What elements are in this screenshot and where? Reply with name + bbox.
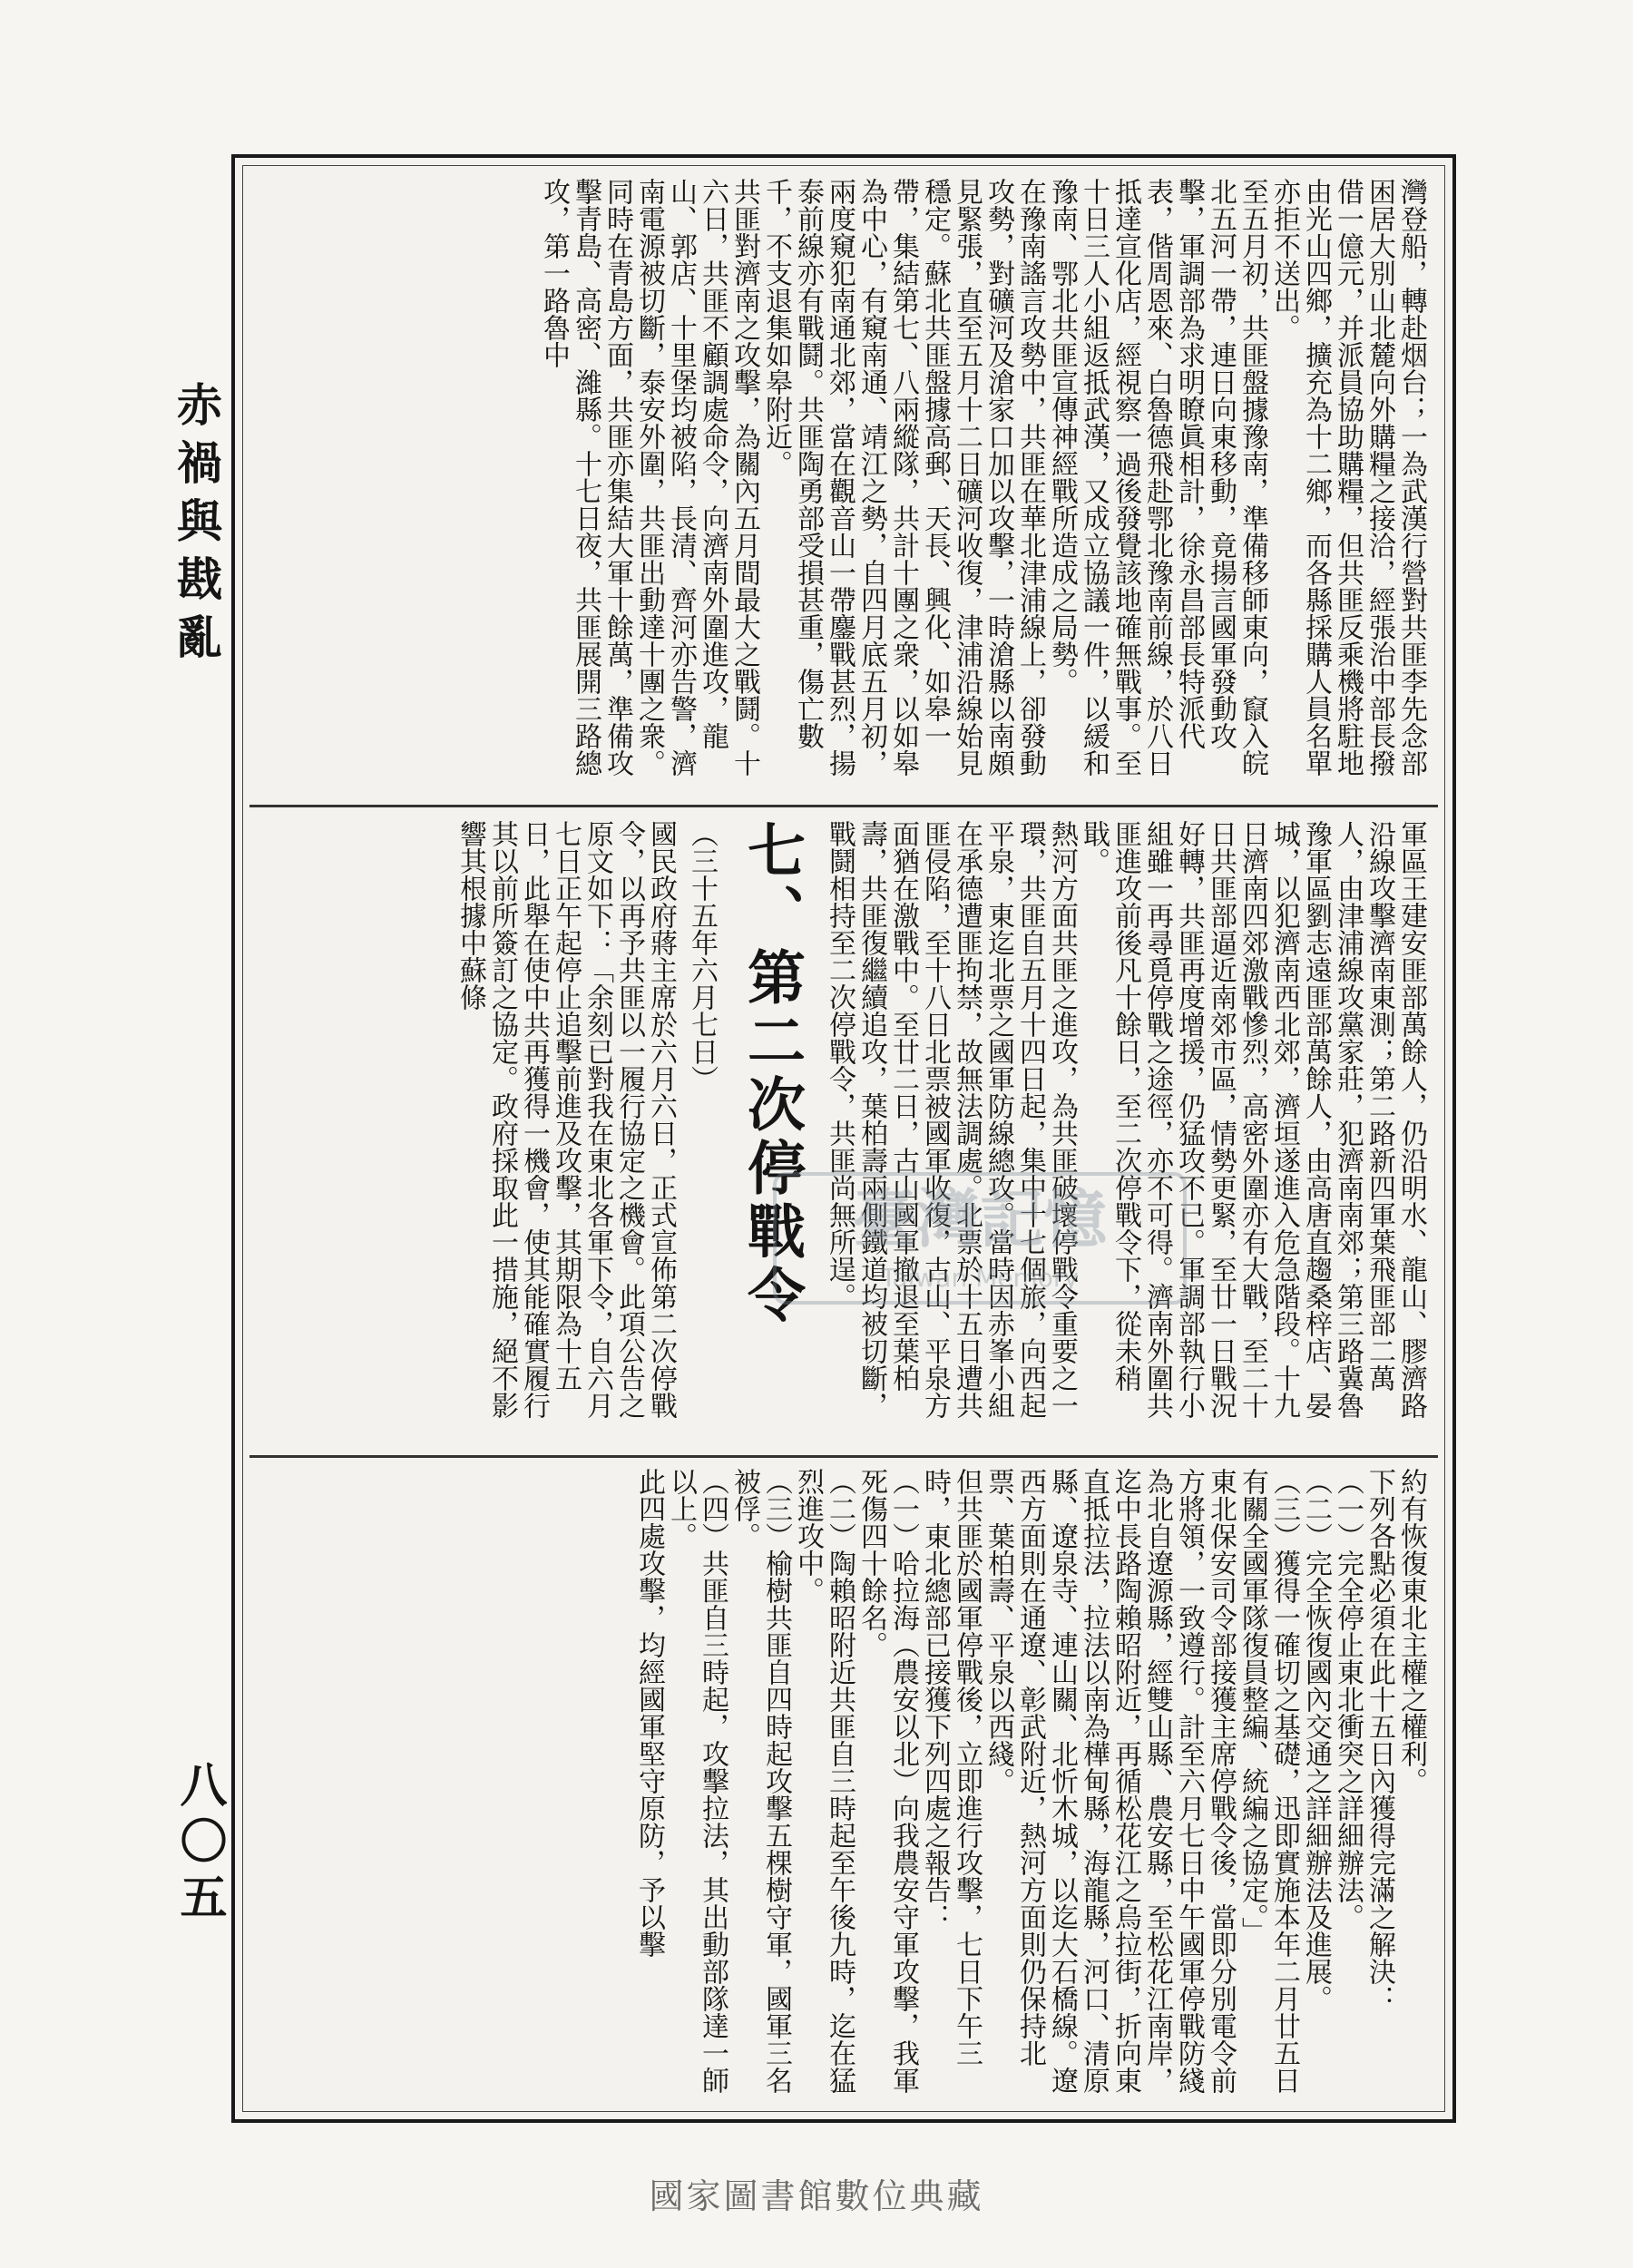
text-block-bottom (255, 1468, 1433, 2103)
column-divider (249, 1455, 1438, 1458)
paragraph: 此四處攻擊，均經國軍堅守原防，予以擊 (633, 1468, 665, 1958)
paragraph: （三）獲得一確切之基礎，迅即實施本年二月廿五日有關全國軍隊復員整編、統編之協定。」 (1237, 1468, 1300, 2094)
page-frame (231, 154, 1456, 2123)
paragraph: 下列各點必須在此十五日內獲得完滿之解決： (1364, 1468, 1395, 2012)
footer-watermark: 國家圖書館數位典藏 (649, 2176, 984, 2216)
page-number: 八〇五 (171, 1760, 227, 1929)
seal-subtext: Taiwan Memory (881, 1263, 1079, 1293)
paragraph: （一）哈拉海（農安以北）向我農安守軍攻擊，我軍死傷四十餘名。 (856, 1468, 919, 2094)
paragraph: 共匪對濟南之攻擊，為關內五月間最大之戰鬪。十六日，共匪不顧調處命令，向濟南外圍進攻，龍山、郭店、十里堡均被陷，長清、齊河亦告警，濟南電源被切斷，泰安外圍，共匪出動達十團之衆。同時在青島方面，共匪亦集結大軍十餘萬，準備攻擊青島、高密、濰縣。十七日夜，共匪展開三路總攻，第一路魯中 (538, 178, 760, 777)
paragraph: （四）共匪自三時起，攻擊拉法，其出動部隊達一師以上。 (665, 1468, 728, 2094)
paragraph: 熱河方面共匪之進攻，為共匪破壞停戰令重要之一環，共匪自五月十四日起，集中十七個旅，向西起平泉，東迄北票之國軍防線總攻。當時因赤峯小組在承德遭匪拘禁，故無法調處。北票於十五日遭共匪侵陷，至十八日北票被國軍收復，古山、平泉方面猶在激戰中。至廿二日，古山國軍撤退至葉柏壽，共匪復繼續追攻，葉柏壽兩側鐵道均被切斷，戰鬪相持至二次停戰令，共匪尚無所逞。 (824, 820, 1078, 1419)
paragraph: 至五月初，共匪盤據豫南，準備移師東向，竄入皖北五河一帶，連日向東移動，竟揚言國軍發動攻擊，軍調部為求明瞭眞相計，徐永昌部長特派代表，偕周恩來、白魯德飛赴鄂北豫南前線，於八日抵達宣化店，經視察一過後發覺該地確無戰事。至十日三人小組返抵武漢，又成立協議一件，以緩和豫南、鄂北共匪宣傳神經戰所造成之局勢。 (1046, 178, 1268, 777)
column-divider (249, 805, 1438, 807)
seal-text: 臺灣記憶 (853, 1181, 1107, 1256)
paragraph: 但共匪於國軍停戰後，立即進行攻擊，七日下午三時，東北總部已接獲下列四處之報告： (919, 1468, 983, 2067)
paragraph: （一）完全停止東北衝突之詳細辦法。 (1332, 1468, 1364, 1931)
section-title: 七、第二次停戰令 (738, 820, 806, 1328)
paragraph: （二）陶賴昭附近共匪自三時起至午後九時，迄在猛烈進攻中。 (792, 1468, 856, 2094)
paragraph: 軍區王建安匪部萬餘人，仍沿明水、龍山、膠濟路沿線攻擊濟南東測；第二路新四軍葉飛匪部二萬人，由津浦線攻黨家莊，犯濟南南郊；第三路冀魯豫軍區劉志遠匪部萬餘人，由高唐直趨桑梓店、晏城，以犯濟南西北郊，濟垣遂進入危急階段。十九日濟南四郊激戰慘烈，高密外圍亦有大戰，至二十日共匪部逼近南郊市區，情勢更緊，至廿一日戰況好轉，共匪再度增援，仍猛攻不已。軍調部執行小組雖一再尋覓停戰之途徑，亦不可得。濟南外圍共匪進攻前後凡十餘日，至二次停戰令下，從未稍戢。 (1078, 820, 1427, 1419)
paragraph: 約有恢復東北主權之權利。 (1395, 1468, 1427, 1794)
running-title: 赤禍與戡亂 (170, 381, 223, 671)
paragraph: （二）完全恢復國內交通之詳細辦法及進展。 (1300, 1468, 1332, 2012)
paragraph: 東北保安司令部接獲主席停戰令後，當即分別電令前方將領，一致遵行。計至六月七日中午國軍停戰防綫為北自遼源縣，經雙山縣、農安縣，至松花江南岸，迄中長路陶賴昭附近，再循松花江之烏拉街，折向東直抵拉法，拉法以南為樺甸縣，海龍縣，河口、清原縣、遼泉寺、連山關、北忻木城，以迄大石橋線。遼西方面則在通遼、彰武附近，熱河方面則仍保持北票、葉柏壽、平泉以西綫。 (983, 1468, 1237, 2094)
paragraph: 國民政府蔣主席於六月六日，正式宣佈第二次停戰令，以再予共匪以一履行協定之機會。此項公告之原文如下：「余刻已對我在東北各軍下令，自六月七日正午起停止追擊前進及攻擊，其期限為十五日，此舉在使中共再獲得一機會，使其能確實履行其以前所簽訂之協定。政府採取此一措施，絕不影響其根據中蘇條 (455, 820, 677, 1419)
paragraph: 在豫南謠言攻勢中，共匪在華北津浦線上，卻發動攻勢，對礦河及滄家口加以攻擊，一時滄縣以南頗見緊張，直至五月十二日礦河收復，津浦沿線始見穩定。蘇北共匪盤據高郵、天長、興化、如皋一帶，集結第七、八兩縱隊，共計十團之衆，以如皋為中心，有窺南通、靖江之勢，自四月底五月初，兩度窺犯南通北郊，當在觀音山一帶鏖戰甚烈，揚泰前線亦有戰鬪。共匪陶勇部受損甚重，傷亡數千，不支退集如皋附近。 (760, 178, 1046, 777)
text-block-top (255, 178, 1433, 795)
paragraph: 灣登船，轉赴烟台；一為武漢行營對共匪李先念部困居大別山北麓向外購糧之接洽，經張治中部長撥借一億元，并派員協助購糧，但共匪反乘機將駐地由光山四鄉，擴充為十二鄉，而各縣採購人員名單亦拒不送出。 (1268, 178, 1427, 777)
text-block-middle (255, 820, 1433, 1442)
section-date: （三十五年六月七日） (686, 820, 718, 1092)
paragraph: （三）榆樹共匪自四時起攻擊五棵樹守軍，國軍三名被俘。 (728, 1468, 792, 2094)
